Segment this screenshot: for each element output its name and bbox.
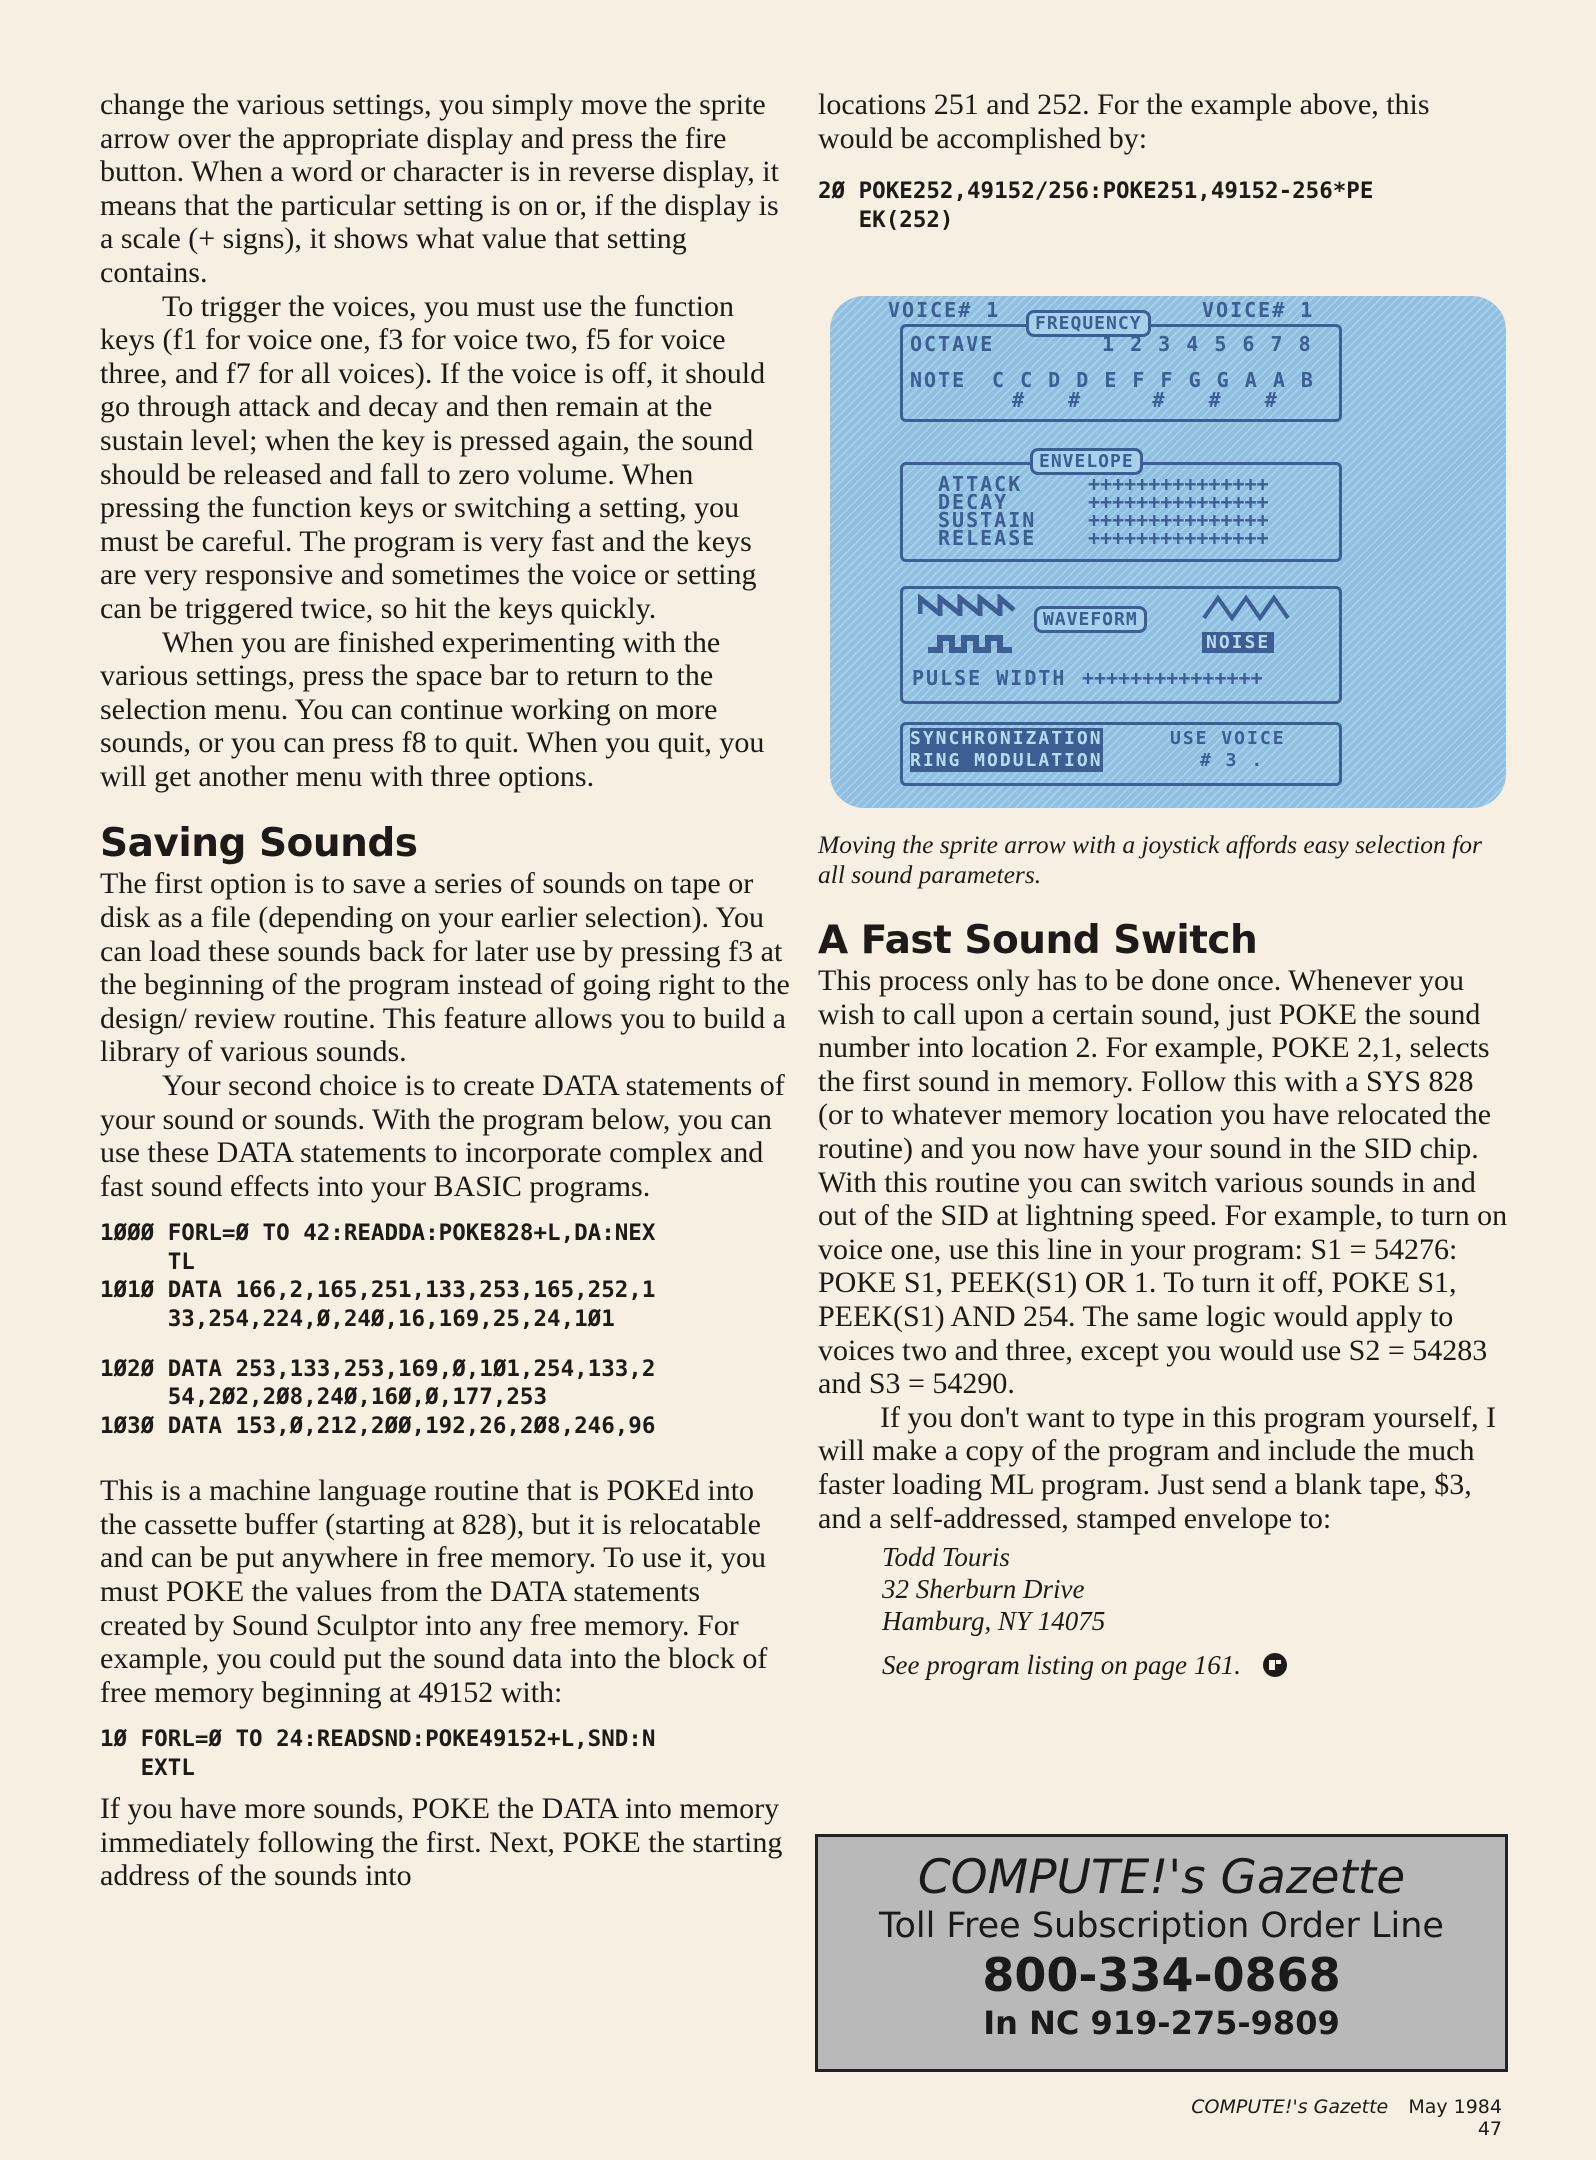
- right-column-top: [818, 88, 1508, 234]
- voice-label: VOICE# 1: [888, 298, 1001, 322]
- pulse-wave-icon: [926, 632, 1014, 654]
- attack-label: ATTACK: [938, 472, 1023, 496]
- pulse-width-label: PULSE WIDTH: [912, 666, 1067, 690]
- subscription-ad: [815, 1834, 1508, 2072]
- attack-scale: +++++++++++++++: [1088, 472, 1269, 496]
- footer-date: May 1984: [1408, 2096, 1502, 2118]
- sustain-label: SUSTAIN: [938, 508, 1037, 532]
- sawtooth-wave-icon: [918, 594, 1018, 616]
- page-number: 47: [1477, 2118, 1502, 2140]
- heading-fast-sound-switch: A Fast Sound Switch: [818, 918, 1258, 963]
- ring-mod-label: RING MODULATION: [910, 750, 1103, 771]
- decay-scale: +++++++++++++++: [1088, 490, 1269, 514]
- paragraph: To trigger the voices, you must use the function keys (f1 for voice one, f3 for voice two, f5 for voice three, and f7 for all voices). If the voice is off, it should go through attack and decay and then remain at the sustain level; when the key is pressed again, the sound should be released and fall to zero volume. When pressing the function keys or switching a setting, you must be careful. The program is very fast and the keys are very responsive and sometimes the voice or setting can be triggered twice, so hit the keys quickly.: [100, 289, 766, 625]
- code-listing: 1Ø FORL=Ø TO 24:READSND:POKE49152+L,SND:N EXTL: [100, 1726, 656, 1781]
- paragraph: The first option is to save a series of sounds on tape or disk as a file (depending on your earlier selection). You can load these sounds back for later use by pressing f3 at the beginning of the program instead of going right to the design/ review routine. This feature allows you to build a library of various sounds.: [100, 867, 790, 1069]
- address-line: Hamburg, NY 14075: [882, 1606, 1106, 1637]
- octave-scale: 1 2 3 4 5 6 7 8: [1102, 332, 1313, 356]
- release-scale: +++++++++++++++: [1088, 526, 1269, 550]
- note-label: NOTE: [910, 368, 967, 392]
- end-mark-icon: [1262, 1652, 1288, 1678]
- frequency-label: FREQUENCY: [1026, 310, 1151, 337]
- paragraph: locations 251 and 252. For the example above, this would be accomplished by:: [818, 88, 1430, 155]
- code-listing: 1Ø2Ø DATA 253,133,253,169,Ø,1Ø1,254,133,2 54,2Ø2,2Ø8,24Ø,16Ø,Ø,177,253 1Ø3Ø DATA 153,Ø,212,2ØØ,192,26,2Ø8,246,96: [100, 1356, 656, 1439]
- paragraph: This is a machine language routine that is POKEd into the cassette buffer (starting at 828), but it is relocatable and can be put anywhere in free memory. To use it, you must POKE the values from the DATA statements created by Sound Sculptor into any free memory. For example, you could put the sound data into the block of free memory beginning at 49152 with:: [100, 1474, 768, 1709]
- code-listing: 1ØØØ FORL=Ø TO 42:READDA:POKE828+L,DA:NEX TL 1Ø1Ø DATA 166,2,165,251,133,253,165,252,1 33,254,224,Ø,24Ø,16,169,25,24,1Ø1: [100, 1220, 656, 1332]
- sharps-row: # # # # #: [1012, 388, 1279, 412]
- paragraph: If you have more sounds, POKE the DATA into memory immediately following the first. Next, POKE the starting address of the sounds into: [100, 1792, 783, 1893]
- heading-saving-sounds: Saving Sounds: [100, 821, 418, 867]
- ad-phone: 800-334-0868: [982, 1948, 1341, 2002]
- use-voice-number: # 3 .: [1200, 750, 1265, 771]
- ad-subtitle: Toll Free Subscription Order Line: [879, 1906, 1444, 1946]
- decay-label: DECAY: [938, 490, 1009, 514]
- page-footer: [1157, 2096, 1502, 2140]
- code-listing: 2Ø POKE252,49152/256:POKE251,49152-256*PE EK(252): [818, 178, 1374, 233]
- envelope-label: ENVELOPE: [1030, 448, 1143, 475]
- right-column-bottom: [818, 830, 1508, 1681]
- paragraph: When you are finished experimenting with the various settings, press the space bar to return to the selection menu. You can continue working on more sounds, or you can press f8 to quit. When you quit, you will get another menu with three options.: [100, 625, 765, 793]
- listing-reference-text: See program listing on page 161.: [882, 1650, 1241, 1681]
- address-line: 32 Sherburn Drive: [882, 1574, 1085, 1605]
- sync-label: SYNCHRONIZATION: [910, 728, 1103, 749]
- left-column: [100, 88, 790, 1893]
- triangle-wave-icon: [1202, 594, 1292, 622]
- waveform-label: WAVEFORM: [1034, 606, 1147, 633]
- figure-caption: Moving the sprite arrow with a joystick affords easy selection for all sound parameters.: [818, 830, 1482, 889]
- paragraph: Your second choice is to create DATA statements of your sound or sounds. With the program below, you can use these DATA statements to incorporate complex and fast sound effects into your BASIC programs.: [100, 1069, 785, 1203]
- mailing-address: [818, 1541, 1508, 1681]
- octave-label: OCTAVE: [910, 332, 995, 356]
- ad-title: COMPUTE!'s Gazette: [917, 1850, 1406, 1905]
- use-voice-label: USE VOICE: [1170, 728, 1286, 749]
- release-label: RELEASE: [938, 526, 1037, 550]
- ad-nc-phone: In NC 919-275-9809: [983, 2004, 1340, 2042]
- paragraph: If you don't want to type in this program yourself, I will make a copy of the program and include the much faster loading ML program. Just send a blank tape, $3, and a self-addressed, stamped envelope to:: [818, 1400, 1497, 1535]
- noise-label: NOISE: [1202, 632, 1274, 653]
- paragraph: This process only has to be done once. Whenever you wish to call upon a certain sound, just POKE the sound number into location 2. For example, POKE 2,1, selects the first sound in memory. Follow this with a SYS 828 (or to whatever memory location you have relocated the routine) and you now have your sound in the SID chip. With this routine you can switch various sounds in and out of the SID at lightning speed. For example, to turn on voice one, use this line in your program: S1 = 54276: POKE S1, PEEK(S1) OR 1. To turn it off, POKE S1, PEEK(S1) AND 254. The same logic would apply to voices two and three, except you would use S2 = 54283 and S3 = 54290.: [818, 964, 1508, 1401]
- sustain-scale: +++++++++++++++: [1088, 508, 1269, 532]
- note-scale: C C D D E F F G G A A B: [992, 368, 1315, 392]
- footer-magazine: COMPUTE!'s Gazette: [1191, 2096, 1389, 2118]
- address-line: Todd Touris: [882, 1542, 1010, 1573]
- voice-label: VOICE# 1: [1202, 298, 1315, 322]
- listing-reference: [882, 1649, 1508, 1681]
- paragraph: change the various settings, you simply move the sprite arrow over the appropriate display and press the fire button. When a word or character is in reverse display, it means that the particular setting is on or, if the display is a scale (+ signs), it shows what value that setting contains.: [100, 88, 779, 289]
- pulse-width-scale: +++++++++++++++: [1082, 666, 1263, 690]
- c64-screenshot: [830, 296, 1506, 808]
